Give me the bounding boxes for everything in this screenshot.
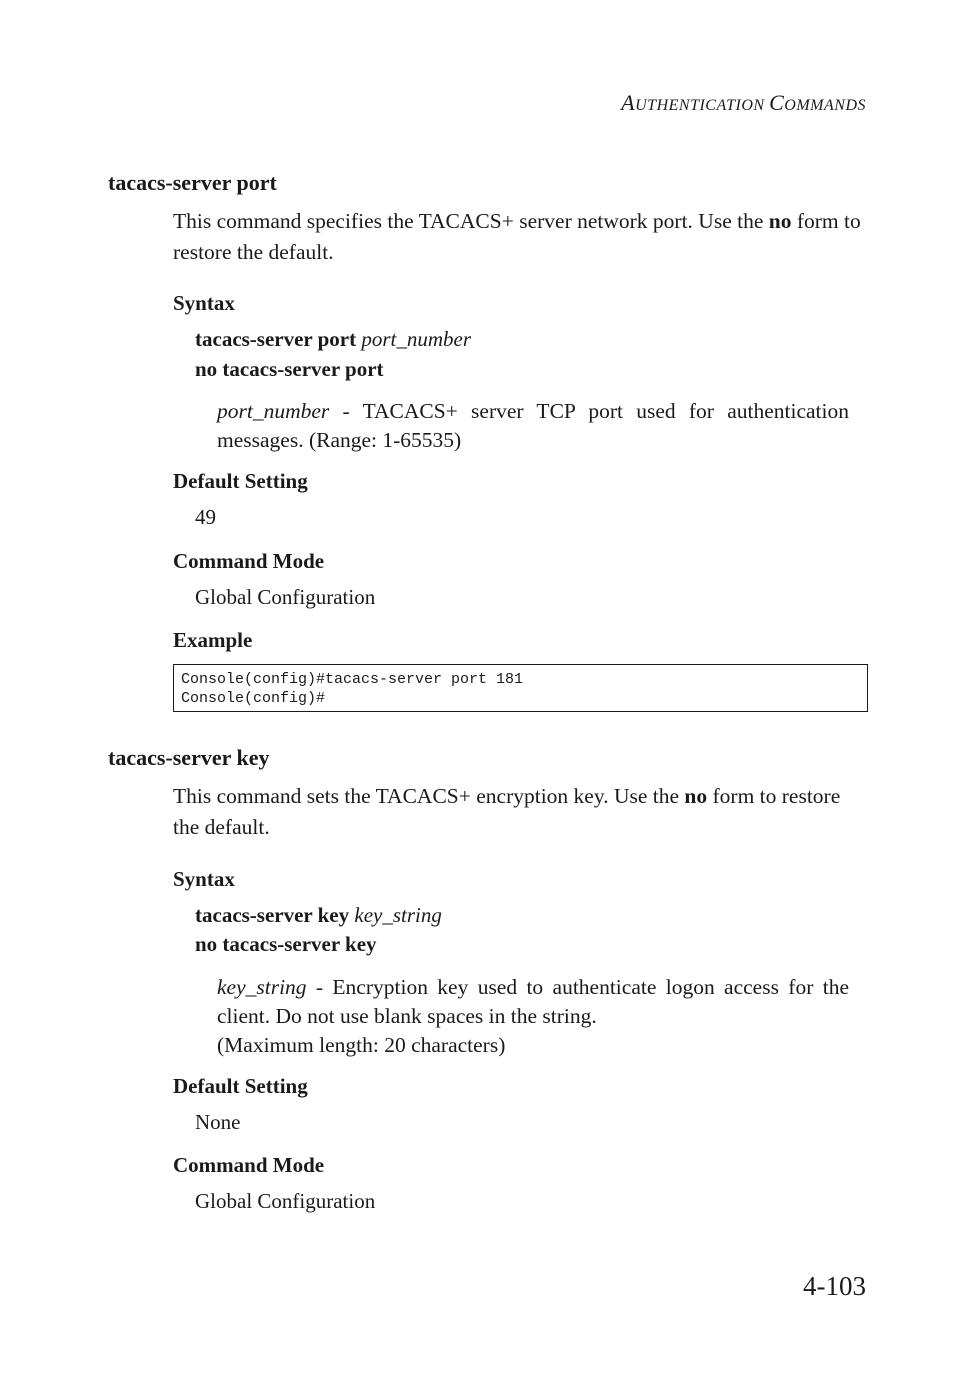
syntax-line-no-port: no tacacs-server port	[195, 357, 384, 381]
default-setting-value-key: None	[195, 1110, 241, 1134]
command-description-key: This command sets the TACACS+ encryption key. Use the no form to restore the default.	[173, 784, 841, 839]
example-code-line: Console(config)#tacacs-server port 181	[181, 671, 524, 688]
command-mode-value-port: Global Configuration	[195, 585, 376, 609]
command-title-port: tacacs-server port	[108, 170, 277, 195]
command-mode-heading-port: Command Mode	[173, 549, 325, 573]
syntax-line-no-key: no tacacs-server key	[195, 932, 377, 956]
command-mode-heading-key: Command Mode	[173, 1153, 325, 1177]
page-number: 4-103	[803, 1271, 866, 1301]
syntax-heading-port: Syntax	[173, 291, 235, 315]
syntax-line-key: tacacs-server key key_string	[195, 903, 442, 927]
default-setting-heading-key: Default Setting	[173, 1074, 308, 1098]
parameter-port-number: port_number - TACACS+ server TCP port used for authentication messages. (Range: 1-65535)	[217, 399, 849, 452]
parameter-key-string: key_string - Encryption key used to authenticate logon access for the client. Do not use blank spaces in the string. (Maximum length: 20 characters)	[217, 975, 849, 1057]
command-title-key: tacacs-server key	[108, 745, 270, 770]
example-code-box	[173, 664, 868, 712]
example-code-line: Console(config)#	[181, 690, 326, 707]
running-header: AUTHENTICATION COMMANDS	[621, 90, 866, 115]
example-heading-port: Example	[173, 628, 253, 652]
default-setting-heading-port: Default Setting	[173, 469, 308, 493]
command-mode-value-key: Global Configuration	[195, 1189, 376, 1213]
default-setting-value-port: 49	[195, 505, 216, 529]
syntax-line-port: tacacs-server port port_number	[195, 327, 472, 351]
command-description-port: This command specifies the TACACS+ server network port. Use the no form to restore the default.	[173, 209, 861, 264]
syntax-heading-key: Syntax	[173, 867, 235, 891]
